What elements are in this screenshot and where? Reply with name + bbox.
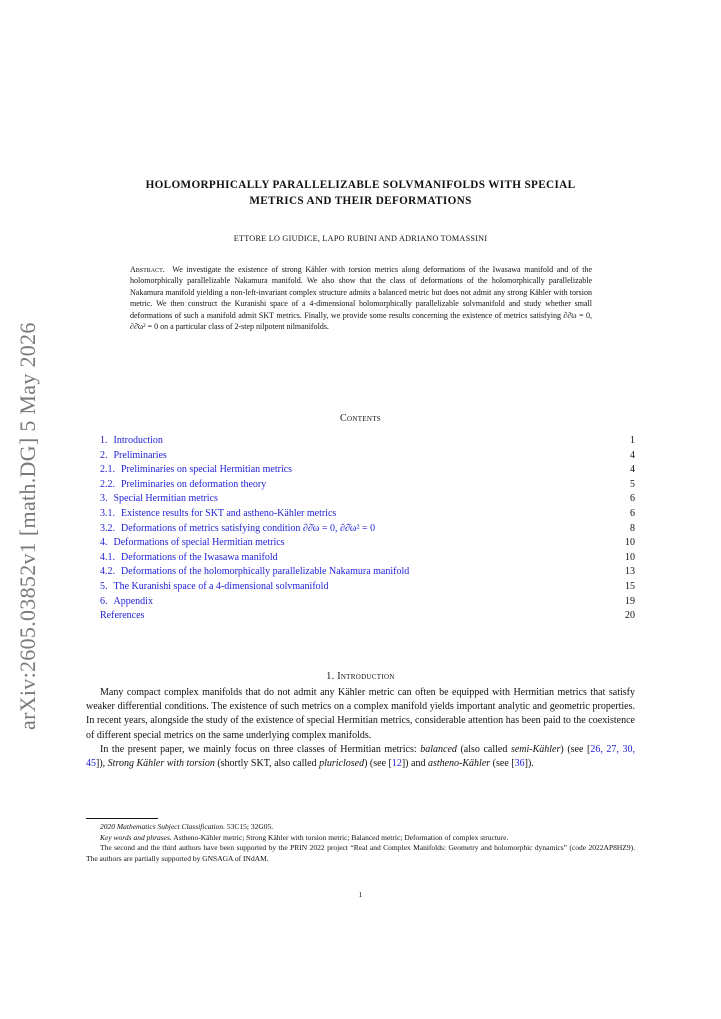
toc-link[interactable] [100,537,285,548]
toc-page-number: 6 [630,507,635,519]
toc-number: 5. [100,580,108,592]
toc-page-number: 6 [630,493,635,505]
contents-heading: Contents [340,413,381,424]
msc-codes: 53C15; 32G05. [225,822,274,831]
footnotes [86,822,635,864]
toc-row [100,566,635,581]
toc-row [100,493,635,508]
toc-number: 2.1. [100,464,115,476]
text-run: ]), [96,758,108,770]
toc-row [100,435,635,450]
toc-title: Introduction [113,435,163,446]
title-line-1: HOLOMORPHICALLY PARALLELIZABLE SOLVMANIFOLDS WITH SPECIAL [145,179,576,191]
toc-link[interactable] [100,552,278,563]
toc-link[interactable] [100,523,375,534]
toc-number: 1. [100,435,108,446]
toc-title: Preliminaries [113,449,167,461]
toc-link[interactable] [100,581,328,592]
authors: ETTORE LO GIUDICE, LAPO RUBINI AND ADRIANO TOMASSINI [233,234,488,243]
toc-number: 4.2. [100,566,115,578]
toc-title: The Kuranishi space of a 4-dimensional solvmanifold [113,580,329,592]
toc-page-number: 4 [630,449,635,461]
arxiv-identifier: arXiv:2605.03852v1 [math.DG] 5 May 2026 [15,322,40,730]
text-run: ) (see [ [560,743,591,755]
toc-title: Existence results for SKT and astheno-Kähler metrics [121,507,337,519]
page-number: 1 [358,890,363,899]
citation-link[interactable]: 12 [391,758,402,770]
footnote-keywords [86,833,635,844]
abstract-label: Abstract. [130,265,165,274]
toc-link[interactable] [100,508,336,519]
msc-label: 2020 Mathematics Subject Classification. [100,822,225,831]
toc-title: Appendix [113,595,153,607]
toc-title: Deformations of the holomorphically parallelizable Nakamura manifold [121,566,410,578]
text-run: ]) and [401,758,428,770]
introduction-body [86,686,635,771]
toc-number: 2.2. [100,478,115,490]
toc-page-number: 13 [625,566,635,578]
intro-paragraph-1: Many compact complex manifolds that do not admit any Kähler metric can often be equipped with Hermitian metrics that satisfy weaker differential conditions. The existence of such metrics on a complex manifold yields important analytic and geometric properties. In recent years, alongside the study of the existence of special Hermitian metrics, considerable attention has been paid to the coexistence of different special metrics on the same underlying complex manifolds. [86,687,635,741]
text-run: ) (see [ [364,758,392,770]
text-run: ]). [524,758,534,770]
intro-paragraph-2 [86,743,635,771]
paper-title [90,177,631,209]
footnote-funding: The second and the third authors have been supported by the PRIN 2022 project “Real and Complex Manifolds: Geometry and holomorphic dynamics” (code 2022AP8HZ9). The authors are partially supported by GNSAGA of INdAM. [86,843,635,863]
toc-number: 4.1. [100,551,115,563]
toc-title: References [100,610,145,622]
toc-link[interactable] [100,493,218,504]
toc-link[interactable] [100,435,163,446]
toc-row [100,479,635,494]
toc-page-number: 10 [625,537,635,549]
toc-number: 3.1. [100,507,115,519]
toc-title: Preliminaries on deformation theory [121,478,267,490]
toc-row [100,537,635,552]
toc-title: Preliminaries on special Hermitian metrics [121,464,293,476]
text-run: (shortly SKT, also called [214,758,320,770]
footnote-rule [86,818,158,819]
toc-row [100,523,635,538]
text-run: (also called [456,743,511,755]
toc-title: Special Hermitian metrics [113,493,218,505]
toc-number: 2. [100,449,108,461]
toc-link[interactable] [100,450,167,461]
footnote-msc [86,822,635,833]
toc-link[interactable] [100,596,153,607]
toc-page-number: 10 [625,551,635,563]
section-heading-introduction: 1. Introduction [326,671,395,682]
term-pluriclosed: pluriclosed [319,758,365,770]
abstract-text: We investigate the existence of strong Kähler with torsion metrics along deformations of the Iwasawa manifold and of the holomorphically parallelizable Nakamura manifold. We also show that the class of deformations of the holomorphically parallelizable Nakamura manifold yielding a non-left-invariant complex structure admits a balanced metric but does not admit any strong Kähler with torsion metric. We then construct the Kuranishi space of a 4-dimensional holomorphically parallelizable solvmanifold and study whether small deformations of such a manifold admit SKT metrics. Finally, we provide some results concerning the existence of metrics satisfying ∂∂̄ω = 0, ∂∂̄ω² = 0 on a particular class of 2-step nilpotent nilmanifolds. [130,265,593,332]
term-semi-kahler: semi-Kähler [510,743,561,755]
toc-page-number: 4 [630,464,635,476]
title-line-2: METRICS AND THEIR DEFORMATIONS [249,195,472,207]
toc-page-number: 20 [625,610,635,622]
toc-link[interactable] [100,610,144,621]
text-run: In the present paper, we mainly focus on three classes of Hermitian metrics: [100,743,421,755]
table-of-contents [100,435,635,625]
toc-title: Deformations of special Hermitian metrics [113,537,285,549]
term-skt: Strong Kähler with torsion [107,758,215,770]
text-run: (see [ [490,758,515,770]
toc-page-number: 15 [625,580,635,592]
toc-row [100,610,635,625]
toc-title: Deformations of metrics satisfying condition ∂∂̄ω = 0, ∂∂̄ω² = 0 [121,522,376,534]
toc-number: 3. [100,493,108,505]
toc-link[interactable] [100,479,266,490]
toc-number: 3.2. [100,522,115,534]
toc-title: Deformations of the Iwasawa manifold [121,551,278,563]
keywords-text: Astheno-Kähler metric; Strong Kähler with torsion metric; Balanced metric; Deformation of complex structure. [171,832,509,842]
toc-row [100,581,635,596]
toc-row [100,450,635,465]
citation-link[interactable]: 36 [514,758,525,770]
toc-page-number: 1 [630,435,635,446]
toc-row [100,464,635,479]
keywords-label: Key words and phrases. [100,832,172,842]
toc-page-number: 5 [630,478,635,490]
toc-row [100,552,635,567]
toc-number: 4. [100,537,108,549]
toc-row [100,508,635,523]
toc-link[interactable] [100,566,409,577]
citation-link[interactable]: 26, 27, 30, 45 [86,743,636,770]
toc-row [100,596,635,611]
toc-link[interactable] [100,464,292,475]
term-astheno-kahler: astheno-Kähler [427,758,491,770]
abstract [130,264,592,332]
toc-page-number: 19 [625,595,635,607]
toc-number: 6. [100,595,108,607]
term-balanced: balanced [420,743,457,755]
toc-page-number: 8 [630,522,635,534]
